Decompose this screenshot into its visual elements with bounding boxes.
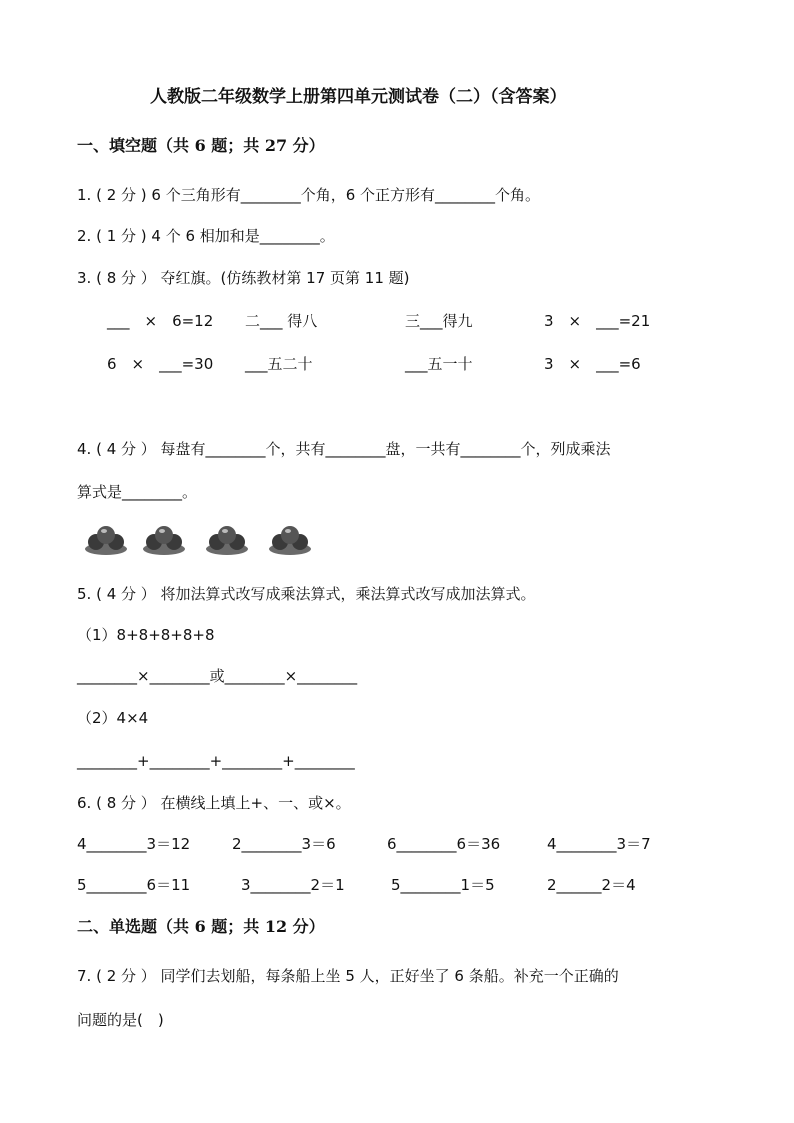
question-1: 1. ( 2 分 ) 6 个三角形有________个角，6 个正方形有________个角。 bbox=[77, 186, 541, 204]
question-6: 6. ( 8 分 ） 在横线上填上+、一、或×。 bbox=[77, 794, 351, 812]
q3-cell: 三___得九 bbox=[405, 312, 473, 330]
fruit-plate-icon bbox=[84, 518, 128, 558]
fruit-plate-icon bbox=[205, 518, 249, 558]
section-heading-single-choice: 二、单选题（共 6 题；共 12 分） bbox=[77, 917, 325, 936]
question-3: 3. ( 8 分 ） 夺红旗。(仿练教材第 17 页第 11 题) bbox=[77, 269, 410, 287]
q3-cell: ___ × 6=12 bbox=[107, 312, 214, 330]
question-5: 5. ( 4 分 ） 将加法算式改写成乘法算式，乘法算式改写成加法算式。 bbox=[77, 585, 536, 603]
q3-cell: ___五一十 bbox=[405, 355, 473, 373]
q6-cell: 4________3＝12 bbox=[77, 835, 191, 853]
q3-cell: 二___ 得八 bbox=[245, 312, 318, 330]
q6-cell: 5________6＝11 bbox=[77, 876, 191, 894]
q6-cell: 2______2＝4 bbox=[547, 876, 636, 894]
q3-cell: ___五二十 bbox=[245, 355, 313, 373]
question-5-part-2: （2）4×4 bbox=[77, 709, 149, 727]
question-4: 4. ( 4 分 ） 每盘有________个，共有________盘，一共有________个，列成乘法 bbox=[77, 440, 611, 458]
q6-cell: 6________6＝36 bbox=[387, 835, 501, 853]
fruit-plate-icon bbox=[142, 518, 186, 558]
q3-cell: 3 × ___=21 bbox=[544, 312, 651, 330]
q6-cell: 3________2＝1 bbox=[241, 876, 345, 894]
section-heading-fill-blank: 一、填空题（共 6 题；共 27 分） bbox=[77, 136, 325, 155]
question-4-continued: 算式是________。 bbox=[77, 483, 198, 501]
doc-title: 人教版二年级数学上册第四单元测试卷（二）（含答案） bbox=[150, 87, 567, 107]
question-5-answer-1: ________×________或________×________ bbox=[77, 667, 358, 685]
q3-cell: 3 × ___=6 bbox=[544, 355, 641, 373]
q6-cell: 5________1＝5 bbox=[391, 876, 495, 894]
q6-cell: 4________3＝7 bbox=[547, 835, 651, 853]
question-5-answer-2: ________+________+________+________ bbox=[77, 752, 355, 770]
question-2: 2. ( 1 分 ) 4 个 6 相加和是________。 bbox=[77, 227, 335, 245]
question-7: 7. ( 2 分 ） 同学们去划船，每条船上坐 5 人，正好坐了 6 条船。补充一个正确的 bbox=[77, 967, 619, 985]
q6-cell: 2________3＝6 bbox=[232, 835, 336, 853]
fruit-plate-icon bbox=[268, 518, 312, 558]
question-5-part-1: （1）8+8+8+8+8 bbox=[77, 626, 215, 644]
q3-cell: 6 × ___=30 bbox=[107, 355, 214, 373]
question-7-continued: 问题的是( ) bbox=[77, 1011, 164, 1029]
